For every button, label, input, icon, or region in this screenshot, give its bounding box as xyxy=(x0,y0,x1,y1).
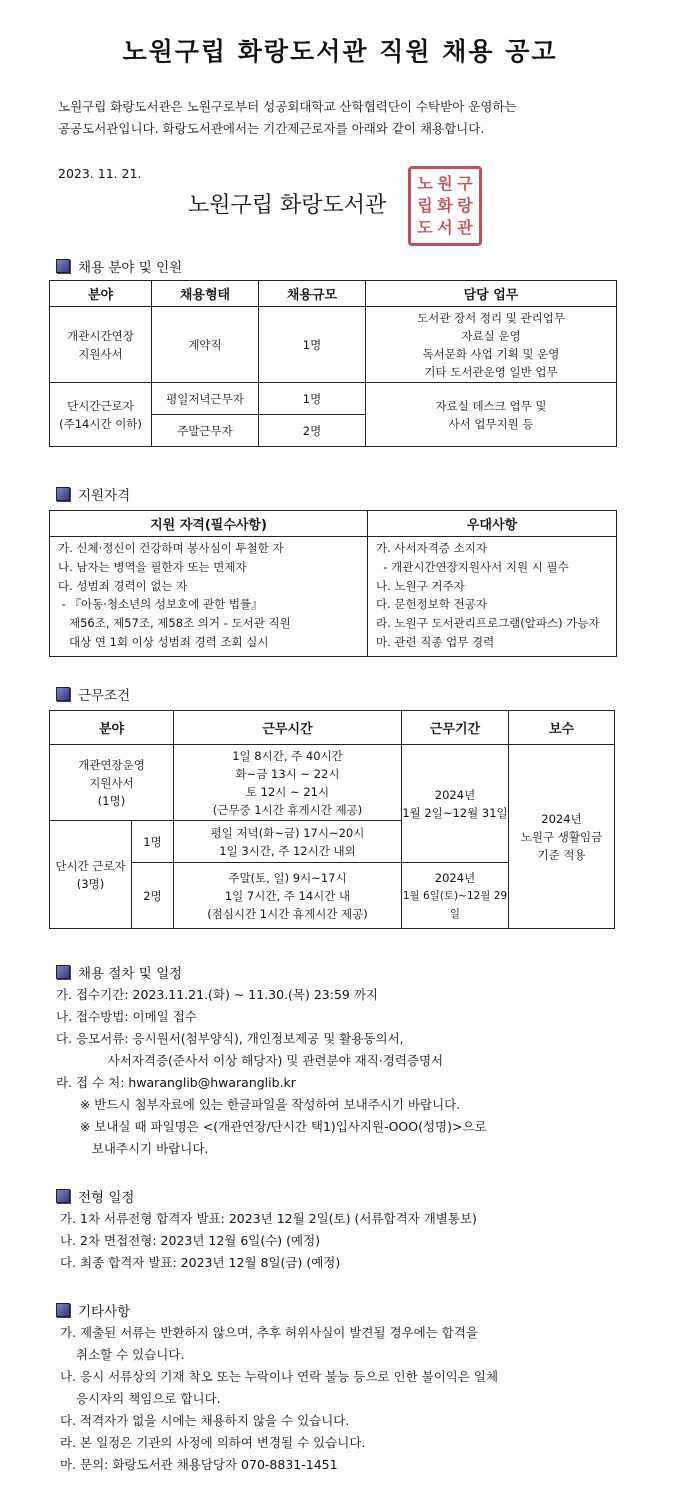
table-header: 분야 xyxy=(50,711,174,745)
seal-char: 랑 xyxy=(457,196,473,215)
organization-name: 노원구립 화랑도서관 xyxy=(188,193,387,218)
list-item: 마. 문의: 화랑도서관 채용담당자 070-8831-1451 xyxy=(60,1457,338,1472)
list-item: ※ 보내실 때 파일명은 <(개관연장/단시간 택1)입사지원-OOO(성명)>으로 xyxy=(56,1119,487,1134)
seal-char: 원 xyxy=(437,174,453,193)
section-title: 채용 분야 및 인원 xyxy=(78,260,183,276)
table-row xyxy=(50,383,617,415)
table-row xyxy=(50,537,617,657)
notice-date: 2023. 11. 21. xyxy=(58,166,142,181)
seal-char: 구 xyxy=(457,174,473,193)
section-title: 지원자격 xyxy=(78,488,131,504)
intro-paragraph xyxy=(58,96,638,140)
table-cell: 개관연장운영 지원사서 (1명) xyxy=(50,745,174,821)
list-item: 다. 응모서류: 응시원서(첨부양식), 개인정보제공 및 활용동의서, xyxy=(56,1031,404,1046)
list-item: 나. 2차 면접전형: 2023년 12월 6일(수) (예정) xyxy=(60,1233,321,1248)
table-cell: 자료실 데스크 업무 및 사서 업무지원 등 xyxy=(366,383,617,447)
table-cell: 2명 xyxy=(259,415,366,447)
table-row xyxy=(50,745,615,821)
table-row xyxy=(50,307,617,383)
seal-char: 화 xyxy=(437,196,453,215)
square-bullet-icon xyxy=(56,487,70,501)
list-item: 가. 접수기간: 2023.11.21.(화) ~ 11.30.(목) 23:59 까지 xyxy=(56,987,379,1002)
table-cell: 1일 8시간, 주 40시간 화~금 13시 ~ 22시 토 12시 ~ 21시 (근무중 1시간 휴게시간 제공) xyxy=(174,745,402,821)
screening-list xyxy=(60,1208,477,1274)
seal-char: 관 xyxy=(457,218,473,237)
list-item: ※ 반드시 첨부자료에 있는 한글파일을 작성하여 보내주시기 바랍니다. xyxy=(56,1097,461,1112)
list-item: 다. 최종 합격자 발표: 2023년 12월 8일(금) (예정) xyxy=(60,1255,341,1270)
square-bullet-icon xyxy=(56,259,70,273)
section-title: 채용 절차 및 일정 xyxy=(78,966,183,982)
section-title: 전형 일정 xyxy=(78,1190,135,1206)
table-cell: 도서관 장서 정리 및 관리업무 자료실 운영 독서문화 사업 기획 및 운영 기타 도서관운영 일반 업무 xyxy=(366,307,617,383)
table-cell: 평일저녁근무자 xyxy=(152,383,259,415)
table-header: 분야 xyxy=(50,281,152,307)
square-bullet-icon xyxy=(56,965,70,979)
page-title: 노원구립 화랑도서관 직원 채용 공고 xyxy=(122,37,558,66)
list-item: 가. 제출된 서류는 반환하지 않으며, 추후 허위사실이 발견될 경우에는 합격을 xyxy=(60,1325,479,1340)
table-header: 근무기간 xyxy=(402,711,509,745)
section-heading-qualify xyxy=(56,484,130,504)
recruit-table xyxy=(49,280,617,447)
seal-char: 서 xyxy=(437,218,453,237)
list-item: 라. 접 수 처: hwaranglib@hwaranglib.kr xyxy=(56,1075,296,1090)
table-header-row xyxy=(50,711,615,745)
table-header-row xyxy=(50,511,617,537)
list-item: 응시자의 책임으로 합니다. xyxy=(60,1391,221,1406)
preferred-qualifications: 가. 사서자격증 소지자 - 개관시간연장지원사서 지원 시 필수 나. 노원구 거주자 다. 문헌정보학 전공자 라. 노원구 도서관리프로그램(알파스) 가능자 마. 관련 직종 업무 경력 xyxy=(368,537,617,657)
section-heading-etc xyxy=(56,1300,130,1320)
table-cell: 단시간 근로자 (3명) xyxy=(50,821,132,929)
table-header: 담당 업무 xyxy=(366,281,617,307)
table-header: 우대사항 xyxy=(368,511,617,537)
conditions-table xyxy=(49,710,615,929)
table-header: 근무시간 xyxy=(174,711,402,745)
table-header: 지원 자격(필수사항) xyxy=(50,511,368,537)
section-title: 기타사항 xyxy=(78,1304,131,1320)
table-header-row xyxy=(50,281,617,307)
official-seal-stamp xyxy=(408,166,482,246)
required-qualifications: 가. 신체·정신이 건강하며 봉사심이 투철한 자 나. 남자는 병역을 필한자 또는 면제자 다. 성범죄 경력이 없는 자 - 『아동·청소년의 성보호에 관한 법률』 제56조, 제57조, 제58조 의거 - 도서관 직원 대상 연 1회 이상 성범죄 경력 조회 실시 xyxy=(50,537,368,657)
intro-line: 노원구립 화랑도서관은 노원구로부터 성공회대학교 산학협력단이 수탁받아 운영하는 xyxy=(58,99,517,114)
table-cell: 개관시간연장 지원사서 xyxy=(50,307,152,383)
list-item: 보내주시기 바랍니다. xyxy=(56,1141,209,1156)
list-item: 취소할 수 있습니다. xyxy=(60,1347,185,1362)
table-cell: 주말(토, 일) 9시~17시 1일 7시간, 주 14시간 내 (점심시간 1시간 휴게시간 제공) xyxy=(174,863,402,929)
table-cell: 평일 저녁(화~금) 17시~20시 1일 3시간, 주 12시간 내외 xyxy=(174,821,402,863)
table-cell: 계약직 xyxy=(152,307,259,383)
section-heading-recruit xyxy=(56,256,182,276)
section-title: 근무조건 xyxy=(78,688,131,704)
seal-char: 립 xyxy=(417,196,433,215)
seal-char: 노 xyxy=(417,174,433,193)
section-heading-conditions xyxy=(56,684,130,704)
table-cell: 1명 xyxy=(259,307,366,383)
table-cell: 2명 xyxy=(132,863,174,929)
process-list xyxy=(56,984,487,1160)
section-heading-screening xyxy=(56,1186,134,1206)
list-item: 나. 응시 서류상의 기재 착오 또는 누락이나 연락 불능 등으로 인한 불이익은 일체 xyxy=(60,1369,499,1384)
table-header: 채용형태 xyxy=(152,281,259,307)
list-item: 라. 본 일정은 기관의 사정에 의하여 변경될 수 있습니다. xyxy=(60,1435,366,1450)
list-item: 사서자격증(준사서 이상 해당자) 및 관련분야 재직·경력증명서 xyxy=(56,1053,444,1068)
square-bullet-icon xyxy=(56,687,70,701)
list-item: 가. 1차 서류전형 합격자 발표: 2023년 12월 2일(토) (서류합격자 개별통보) xyxy=(60,1211,477,1226)
table-header: 보수 xyxy=(509,711,615,745)
table-cell: 2024년 노원구 생활임금 기준 적용 xyxy=(509,745,615,929)
square-bullet-icon xyxy=(56,1303,70,1317)
table-cell: 단시간근로자 (주14시간 이하) xyxy=(50,383,152,447)
intro-line: 공공도서관입니다. 화랑도서관에서는 기간제근로자를 아래와 같이 채용합니다. xyxy=(58,121,485,136)
table-cell: 2024년 1월 6일(토)~12월 29일 xyxy=(402,863,509,929)
seal-char: 도 xyxy=(417,218,433,237)
table-cell: 1명 xyxy=(132,821,174,863)
list-item: 나. 접수방법: 이메일 접수 xyxy=(56,1009,197,1024)
section-heading-process xyxy=(56,962,182,982)
table-cell: 1명 xyxy=(259,383,366,415)
qualification-table xyxy=(49,510,617,657)
table-cell: 2024년 1월 2일~12월 31일 xyxy=(402,745,509,863)
list-item: 다. 적격자가 없을 시에는 채용하지 않을 수 있습니다. xyxy=(60,1413,350,1428)
square-bullet-icon xyxy=(56,1189,70,1203)
table-header: 채용규모 xyxy=(259,281,366,307)
table-cell: 주말근무자 xyxy=(152,415,259,447)
etc-list xyxy=(60,1322,498,1476)
